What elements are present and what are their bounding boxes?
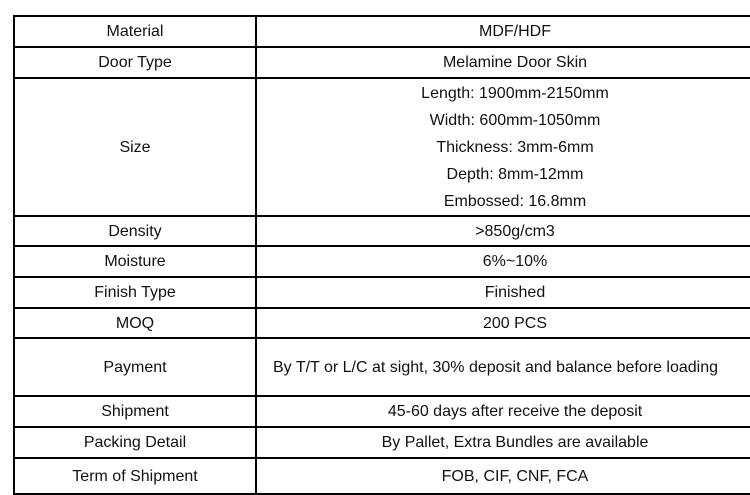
row-label-moisture: Moisture <box>14 246 256 277</box>
row-label-term-of-shipment: Term of Shipment <box>14 458 256 494</box>
row-value-material: MDF/HDF <box>256 16 750 47</box>
row-value-moq: 200 PCS <box>256 308 750 338</box>
row-label-moq: MOQ <box>14 308 256 338</box>
row-label-door-type: Door Type <box>14 47 256 78</box>
row-value-packing-detail: By Pallet, Extra Bundles are available <box>256 427 750 458</box>
row-value-term-of-shipment: FOB, CIF, CNF, FCA <box>256 458 750 494</box>
table-row-size <box>14 78 750 216</box>
size-line-thickness: Thickness: 3mm-6mm <box>436 138 594 156</box>
table-row-door-type <box>14 47 750 78</box>
table-row-term-of-shipment <box>14 458 750 494</box>
row-value-finish-type: Finished <box>256 277 750 308</box>
table-row-density <box>14 216 750 246</box>
table-row-moq <box>14 308 750 338</box>
row-value-density: >850g/cm3 <box>256 216 750 246</box>
size-line-width: Width: 600mm-1050mm <box>429 111 601 129</box>
table-row-shipment <box>14 396 750 427</box>
row-value-door-type: Melamine Door Skin <box>256 47 750 78</box>
row-label-finish-type: Finish Type <box>14 277 256 308</box>
row-value-payment: By T/T or L/C at sight, 30% deposit and balance before loading <box>256 338 750 396</box>
table-row-payment <box>14 338 750 396</box>
row-value-moisture: 6%~10% <box>256 246 750 277</box>
row-label-size: Size <box>14 78 256 216</box>
table-row-material <box>14 16 750 47</box>
row-label-payment: Payment <box>14 338 256 396</box>
table-row-moisture <box>14 246 750 277</box>
row-value-shipment: 45-60 days after receive the deposit <box>256 396 750 427</box>
row-label-shipment: Shipment <box>14 396 256 427</box>
row-value-size <box>256 78 750 216</box>
size-line-depth: Depth: 8mm-12mm <box>446 165 584 183</box>
row-label-density: Density <box>14 216 256 246</box>
table-row-finish-type <box>14 277 750 308</box>
product-spec-table <box>13 15 750 495</box>
row-label-packing-detail: Packing Detail <box>14 427 256 458</box>
size-line-embossed: Embossed: 16.8mm <box>443 192 587 210</box>
table-row-packing-detail <box>14 427 750 458</box>
row-label-material: Material <box>14 16 256 47</box>
size-line-length: Length: 1900mm-2150mm <box>421 84 609 102</box>
